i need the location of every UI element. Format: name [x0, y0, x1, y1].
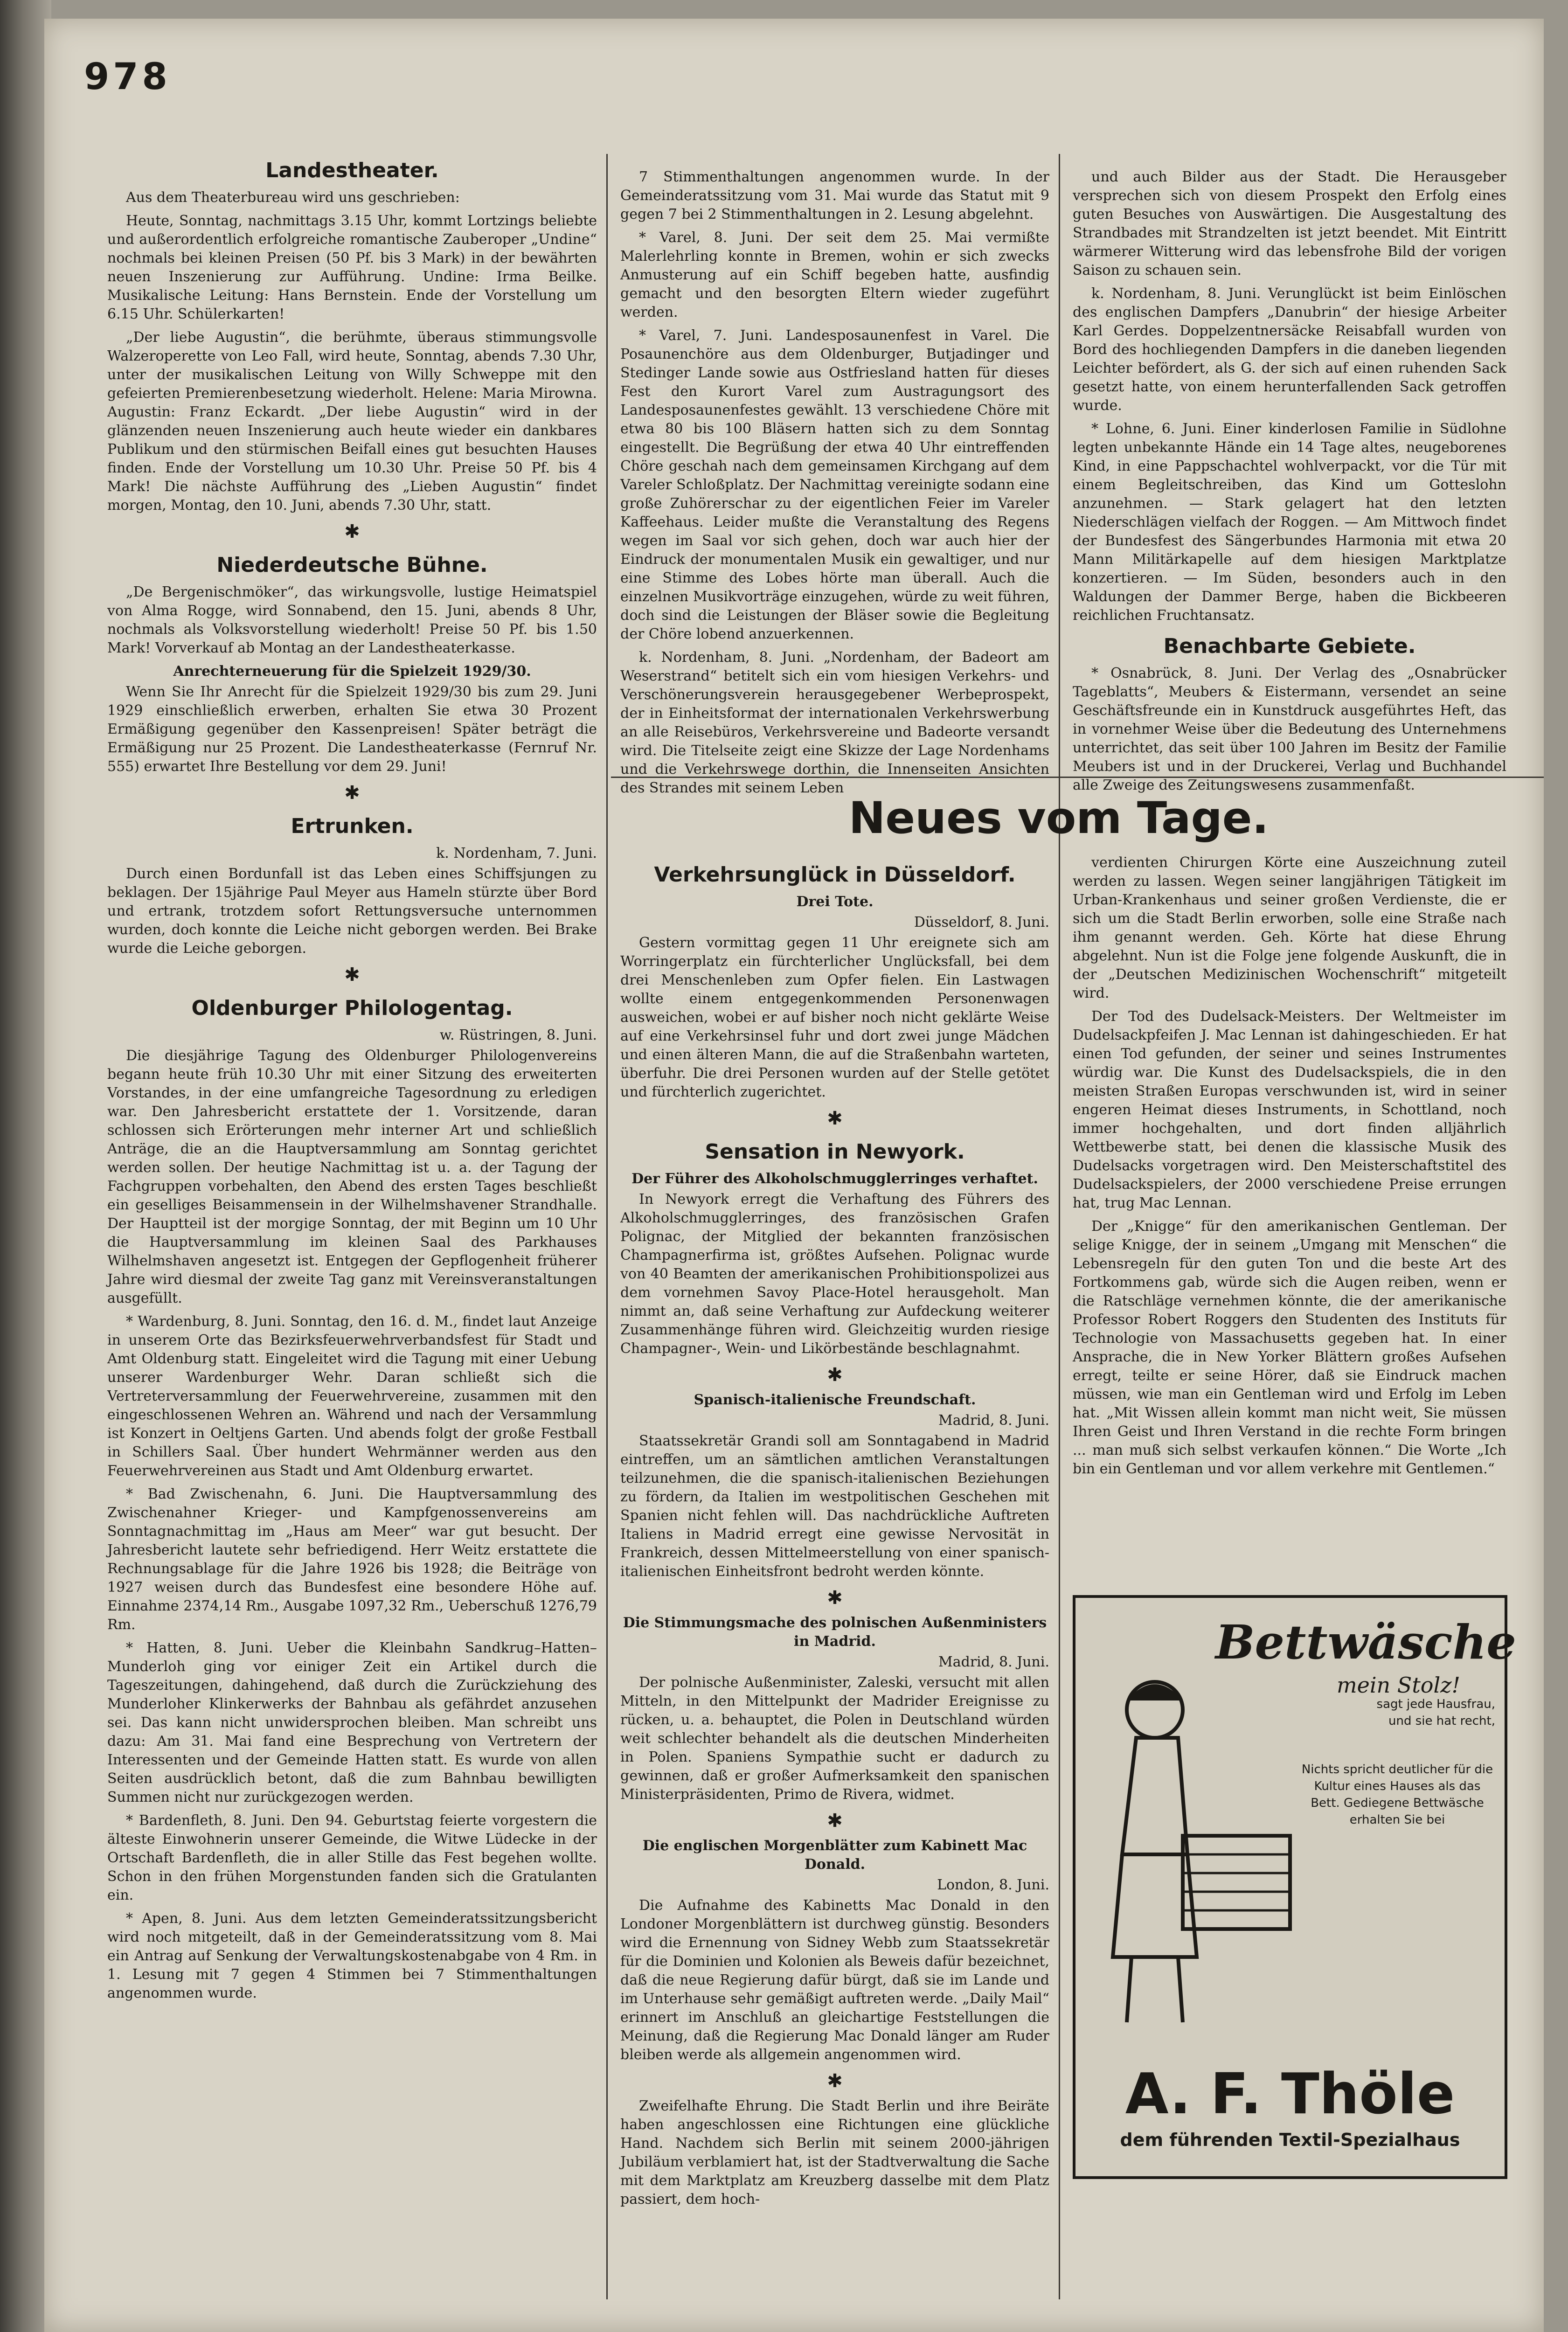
paragraph: k. Nordenham, 8. Juni. „Nordenham, der Badeort am Weserstrand“ betitelt sich ein vom hiesigen Verkehrs- und Verschönerungsverein herausgegebener Werbeprospekt, der in Einheitsformat der internationalen Verkehrswerbung an alle Reisebüros, Verkehrsvereine und Badeorte versandt wird. Die Titelseite zeigt eine Skizze der Lage Nordenhams und die Verkehrswege dorthin, die Innenseiten Ansichten des Strandes mit seinem Leben	[620, 649, 1049, 796]
paragraph: Wenn Sie Ihr Anrecht für die Spielzeit 1929/30 bis zum 29. Juni 1929 einschließlich erwerben, erhalten Sie etwa 30 Prozent Ermäßigung gegenüber den Kassenpreisen! Später beträgt die Ermäßigung nur 25 Prozent. Die Landestheaterkasse (Fernruf Nr. 555) erwartet Ihre Bestellung vor dem 29. Juni!	[107, 684, 597, 775]
paragraph: Staatssekretär Grandi soll am Sonntagabend in Madrid eintreffen, um an sämtlichen amtlichen Veranstaltungen teilzunehmen, die die spanisch-italienischen Beziehungen zu fördern, da Italien im westpolitischen Geschehen mit Spanien nicht fehlen will. Das nachdrückliche Auftreten Italiens in Madrid erregt eine gewisse Nervosität in Frankreich, dessen Mittelmeerstellung von einer spanisch-italienischen Einheitsfront bedroht werden könnte.	[620, 1433, 1049, 1580]
paragraph: Die Aufnahme des Kabinetts Mac Donald in den Londoner Morgenblättern ist durchweg günstig. Besonders wird die Ernennung von Sidney Webb zum Staatssekretär für die Dominien und Kolonien als Beweis dafür bezeichnet, daß die neue Regierung dafür bürgt, daß sie im Lande und im Unterhause sehr gemäßigt auftreten werde. „Daily Mail“ erinnert im Anschluß an gleichartige Feststellungen die Meinung, daß die Regierung Mac Donald länger am Ruder bleiben werde als allgemein angenommen wird.	[620, 1897, 1049, 2063]
paragraph: 7 Stimmenthaltungen angenommen wurde. In der Gemeinderatssitzung vom 31. Mai wurde das Statut mit 9 gegen 7 bei 2 Stimmenthaltungen in 2. Lesung abgelehnt.	[620, 169, 1049, 222]
paragraph: Die diesjährige Tagung des Oldenburger Philologenvereins begann heute früh 10.30 Uhr mit einer Sitzung des erweiterten Vorstandes, in der eine umfangreiche Tagesordnung zu erledigen war. Den Jahresbericht erstattete der 1. Vorsitzende, daran schlossen sich Erörterungen mehr interner Art und schließlich Anträge, die an die Hauptversammlung am Sonntag gerichtet werden sollen. Der heutige Nachmittag ist u. a. der Tagung der Fachgruppen vorbehalten, den Abend des ersten Tages beschließt ein geselliges Beisammensein in der Wilhelmshavener Strandhalle. Der Hauptteil ist der morgige Sonntag, der mit Beginn um 10 Uhr die Hauptversammlung im kleinen Saal des Parkhauses Wilhelmshaven angesetzt ist. Entgegen der Gepflogenheit früherer Jahre wird diesmal der zweite Tag ganz mit Vereinsveranstaltungen ausgefüllt.	[107, 1048, 597, 1306]
headline: Niederdeutsche Bühne.	[216, 553, 488, 577]
headline: Oldenburger Philologentag.	[191, 996, 513, 1020]
star-divider: ✱	[827, 2070, 843, 2092]
headline: Verkehrsunglück in Düsseldorf.	[654, 863, 1016, 887]
column-3-lower	[1073, 854, 1506, 1581]
star-divider: ✱	[827, 1587, 843, 1609]
dateline: Madrid, 8. Juni.	[938, 1412, 1049, 1429]
paragraph: „De Bergenischmöker“, das wirkungsvolle, lustige Heimatspiel von Alma Rogge, wird Sonnabend, den 15. Juni, abends 8 Uhr, nochmals als Volksvorstellung wiederholt! Preise 50 Pf. bis 1.50 Mark! Vorverkauf ab Montag an der Landestheaterkasse.	[107, 584, 597, 656]
subheading: Die englischen Morgenblätter zum Kabinett Mac Donald.	[642, 1838, 1027, 1873]
book-binding	[0, 0, 51, 2332]
section-headline: Neues vom Tage.	[848, 793, 1269, 844]
ad-tagline-right: sagt jede Hausfrau, und sie hat recht,	[1376, 1697, 1495, 1728]
paragraph: * Wardenburg, 8. Juni. Sonntag, den 16. d. M., findet laut Anzeige in unserem Orte das Bezirksfeuerwehrverbandsfest für Stadt und Amt Oldenburg statt. Eingeleitet wird die Tagung mit einer Uebung unserer Wardenburger Wehr. Daran schließt sich die Vertreterversammlung der Feuerwehrvereine, zusammen mit den eingeschlossenen Wehren an. Während und nach der Versammlung ist Konzert in Oeltjens Garten. Und abends folgt der große Festball in Schillers Saal. Über hundert Wehrmänner werden aus den Feuerwehrvereinen aus Stadt und Amt Oldenburg erwartet.	[107, 1313, 597, 1479]
headline: Sensation in Newyork.	[705, 1140, 965, 1164]
paragraph: Aus dem Theaterbureau wird uns geschrieben:	[126, 189, 460, 206]
paragraph: Der „Knigge“ für den amerikanischen Gentleman. Der selige Knigge, der in seinem „Umgang mit Menschen“ die Lebensregeln für den guten Ton und die beste Art des Fortkommens gab, würde sich die Augen reiben, wenn er die Ratschläge vernehmen könnte, die der amerikanische Professor Robert Roggers den Studenten des Instituts für Technologie von Massachusetts gegeben hat. In einer Ansprache, die in New Yorker Blättern großes Aufsehen erregt, teilte er seine Hörer, daß sie Eindruck machen müssen, wie man ein Gentleman wird und Erfolg im Leben hat. „Mit Wissen allein kommt man nicht weit, Sie müssen Ihren Geist und Ihren Verstand in die rechte Form bringen ... man muß sich selbst verkaufen können.“ Die Worte „Ich bin ein Gentleman und vor allem verkehre mit Gentlemen.“	[1073, 1218, 1506, 1477]
news-header	[620, 784, 1497, 849]
dateline: w. Rüstringen, 8. Juni.	[439, 1027, 597, 1043]
paragraph: Heute, Sonntag, nachmittags 3.15 Uhr, kommt Lortzings beliebte und außerordentlich erfolgreiche romantische Zauberoper „Undine“ nochmals bei kleinen Preisen (50 Pf. bis 3 Mark) in der bewährten neuen Inszenierung zur Aufführung. Undine: Irma Beilke. Musikalische Leitung: Hans Bernstein. Ende der Vorstellung um 6.15 Uhr. Schülerkarten!	[107, 213, 597, 322]
paragraph: * Osnabrück, 8. Juni. Der Verlag des „Osnabrücker Tageblatts“, Meubers & Eistermann, versendet an seine Geschäftsfreunde ein in Kunstdruck ausgeführtes Heft, das in vornehmer Weise über die Bedeutung des Unternehmens unterrichtet, das seit über 100 Jahren im Besitz der Familie Meubers ist und in der Druckerei, Verlag und Buchhandel alle Zweige des Zeitungswesens zusammenfaßt.	[1073, 665, 1506, 793]
subheading: Spanisch-italienische Freundschaft.	[694, 1392, 976, 1408]
paragraph: k. Nordenham, 8. Juni. Verunglückt ist beim Einlöschen des englischen Dampfers „Danubrin“ der hiesige Arbeiter Karl Gerdes. Doppelzentnersäcke Reisabfall wurden von Bord des hochliegenden Dampfers in die daneben liegenden Leichter befördert, als G. der sich auf einen ruhenden Sack gesetzt hatte, von einem herunterfallenden Sack getroffen wurde.	[1073, 285, 1506, 414]
paragraph: * Apen, 8. Juni. Aus dem letzten Gemeinderatssitzungsbericht wird noch mitgeteilt, daß in der Gemeinderatssitzung vom 8. Mai ein Antrag auf Senkung der Verwaltungskostenabgabe von 4 Rm. in 1. Lesung mit 7 gegen 4 Stimmen bei 7 Stimmenthaltungen angenommen wurde.	[107, 1910, 597, 2001]
headline: Benachbarte Gebiete.	[1163, 634, 1416, 658]
subheading: Drei Tote.	[796, 894, 874, 910]
paragraph: und auch Bilder aus der Stadt. Die Herausgeber versprechen sich von diesem Prospekt den Erfolg eines guten Besuches von Auswärtigen. Die Ausgestaltung des Strandbades mit Strandzelten ist jetzt beendet. Mit Eintritt wärmerer Witterung wird das lebensfrohe Bild der vorigen Saison zu schauen sein.	[1073, 169, 1506, 278]
column-2-lower	[620, 854, 1049, 2299]
headline: Landestheater.	[265, 159, 439, 182]
star-divider: ✱	[827, 1810, 843, 1832]
column-3-upper	[1073, 168, 1506, 793]
paragraph: Der Tod des Dudelsack-Meisters. Der Weltmeister im Dudelsackpfeifen J. Mac Lennan ist dahingeschieden. Er hat einen Tod gefunden, der seiner und seines Instrumentes würdig war. Die Kunst des Dudelsackspiels, die in den meisten Straßen Europas verschwunden ist, wird in seiner engeren Heimat dieses Instruments, in Schottland, noch immer hochgehalten, und dort finden alljährlich Wettbewerbe statt, bei denen die klassische Musik des Dudelsacks vorgetragen wird. Den Meisterschaftstitel des Dudelsackspielers, der 2000 verschiedene Preise errungen hat, trug Mac Lennan.	[1073, 1008, 1506, 1211]
dateline: Düsseldorf, 8. Juni.	[914, 914, 1049, 930]
ad-script-headline: Bettwäsche	[1215, 1615, 1516, 1670]
dateline: Madrid, 8. Juni.	[938, 1654, 1049, 1670]
paragraph: „Der liebe Augustin“, die berühmte, überaus stimmungsvolle Walzeroperette von Leo Fall, wird heute, Sonntag, abends 7.30 Uhr, unter der musikalischen Leitung von Willy Schweppe mit den gefeierten Premierenbesetzung wiederholt. Helene: Maria Mirowna. Augustin: Franz Eckardt. „Der liebe Augustin“ wird in der glänzenden neuen Inszenierung auch heute wieder ein dankbares Publikum und den stürmischen Beifall eines gut besuchten Hauses finden. Ende der Vorstellung um 10.30 Uhr. Preise 50 Pf. bis 4 Mark! Die nächste Aufführung des „Lieben Augustin“ findet morgen, Montag, den 10. Juni, abends 7.30 Uhr, statt.	[107, 329, 597, 514]
subheading: Der Führer des Alkoholschmugglerringes verhaftet.	[631, 1171, 1038, 1187]
page-number: 978	[84, 56, 171, 98]
paragraph: * Hatten, 8. Juni. Ueber die Kleinbahn Sandkrug–Hatten–Munderloh ging vor einiger Zeit ein Artikel durch die Tageszeitungen, dahingehend, daß durch die Zurückziehung des Munderloher Klinkerwerks der Bahnbau als gefährdet anzusehen sei. Das kann nicht unwidersprochen bleiben. Man schreibt uns dazu: Am 31. Mai fand eine Besprechung von Vertretern der Interessenten und der Gemeinde Hatten statt. Es wurde von allen Seiten ausdrücklich betont, daß die zum Bahnbau bewilligten Summen nicht nur zurückgezogen werden.	[107, 1640, 597, 1805]
paragraph: * Bardenfleth, 8. Juni. Den 94. Geburtstag feierte vorgestern die älteste Einwohnerin unserer Gemeinde, die Witwe Lüdecke in der Ortschaft Bardenfleth, die in aller Stille das Fest begehen wollte. Schon in den frühen Morgenstunden fanden sich die Gratulanten ein.	[107, 1812, 597, 1903]
column-1	[107, 149, 597, 2304]
star-divider: ✱	[827, 1364, 843, 1386]
ad-company-tagline: dem führenden Textil-Spezialhaus	[1120, 2130, 1460, 2150]
housewife-illustration	[1094, 1659, 1299, 2041]
paragraph: * Varel, 7. Juni. Landesposaunenfest in Varel. Die Posaunenchöre aus dem Oldenburger, Butjadinger und Stedinger Lande sowie aus Ostfriesland hatten für dieses Fest den Kurort Varel zum Austragungsort des Landesposaunenfestes gewählt. 13 verschiedene Chöre mit etwa 80 bis 100 Bläsern hatten sich zu dem Sonntag eingestellt. Die Begrüßung der etwa 40 Uhr eintreffenden Chöre geschah nach dem gemeinsamen Kirchgang auf dem Vareler Schloßplatz. Der Nachmittag vereinigte sodann eine große Zuhörerschar zu der eigentlichen Feier im Vareler Kaffeehaus. Leider mußte die Veranstaltung des Regens wegen im Saal vor sich gehen, doch war auch hier der Eindruck der monumentalen Musik ein gewaltiger, und nur eine Stimme des Lobes hörte man überall. Auch die einzelnen Musikvorträge einzugehen, würde zu weit führen, doch sind die Leistungen der Bläser sowie die Begleitung der Chöre lobend anzuerkennen.	[620, 327, 1049, 642]
column-rule	[606, 154, 608, 2299]
column-2-upper	[620, 168, 1049, 796]
subheading: Anrechterneuerung für die Spielzeit 1929/30.	[173, 663, 531, 680]
paragraph: Der polnische Außenminister, Zaleski, versucht mit allen Mitteln, in den Mittelpunkt der Madrider Ereignisse zu rücken, u. a. behauptet, die Polen in Deutschland würden weit schlechter behandelt als die deutschen Minderheiten in Polen. Spaniens Sympathie sucht er dadurch zu gewinnen, daß er großer Aufmerksamkeit den spanischen Ministerpräsidenten, Primo de Rivera, widmet.	[620, 1674, 1049, 1803]
paragraph: Gestern vormittag gegen 11 Uhr ereignete sich am Worringerplatz ein fürchterlicher Unglücksfall, bei dem drei Menschenleben zum Opfer fielen. Ein Lastwagen wollte einem entgegenkommenden Personenwagen ausweichen, wobei er auf bisher noch nicht geklärte Weise auf eine Verkehrsinsel fuhr und dort zwei junge Mädchen und einen älteren Mann, die auf die Straßenbahn warteten, überfuhr. Die drei Personen wurden auf der Stelle getötet und fürchterlich zugerichtet.	[620, 935, 1049, 1100]
paragraph: Zweifelhafte Ehrung. Die Stadt Berlin und ihre Beiräte haben angeschlossen eine Richtungen eine glückliche Hand. Nachdem sich Berlin mit seinem 2000-jährigen Jubiläum verblamiert hat, ist der Stadtverwaltung die Sache mit dem Marktplatz am Kreuzberg dasselbe mit dem Platz passiert, dem hoch-	[620, 2098, 1049, 2207]
dateline: k. Nordenham, 7. Juni.	[436, 845, 597, 861]
paragraph: * Varel, 8. Juni. Der seit dem 25. Mai vermißte Malerlehrling konnte in Bremen, wohin er sich zwecks Anmusterung auf ein Schiff begeben hatte, ausfindig gemacht und den besorgten Eltern wieder zugeführt werden.	[620, 229, 1049, 320]
star-divider: ✱	[344, 964, 360, 986]
paragraph: verdienten Chirurgen Körte eine Auszeichnung zuteil werden zu lassen. Wegen seiner langjährigen Tätigkeit im Urban-Krankenhaus und seiner großen Verdienste, die er sich um die Stadt Berlin erworben, solle eine Straße nach ihm genannt werden. Geh. Körte hat diese Ehrung abgelehnt. Nun ist die Folge jene folgende Auskunft, die in der „Deutschen Medizinischen Wochenschrift“ mitgeteilt wird.	[1073, 854, 1506, 1001]
headline: Ertrunken.	[291, 814, 414, 838]
advertisement	[1073, 1595, 1516, 2179]
ad-script-subline: mein Stolz!	[1337, 1673, 1460, 1698]
star-divider: ✱	[344, 521, 360, 542]
ad-body-text: Nichts spricht deutlicher für die Kultur eines Hauses als das Bett. Gediegene Bettwäsche erhalten Sie bei	[1301, 1763, 1493, 1827]
ad-company-name: A. F. Thöle	[1125, 2062, 1455, 2127]
paragraph: Durch einen Bordunfall ist das Leben eines Schiffsjungen zu beklagen. Der 15jährige Paul Meyer aus Hameln stürzte über Bord und ertrank, trotzdem sofort Rettungsversuche unternommen wurden, doch konnte die Leiche nicht geborgen werden. Bei Brake wurde die Leiche geborgen.	[107, 866, 597, 957]
paragraph: * Lohne, 6. Juni. Einer kinderlosen Familie in Südlohne legten unbekannte Hände ein 14 Tage altes, neugeborenes Kind, in eine Pappschachtel wohlverpackt, vor die Tür mit einem Begleitschreiben, das Kind um Gotteslohn anzunehmen. — Stark gelagert hat den letzten Niederschlägen vielfach der Roggen. — Am Mittwoch findet der Bundesfest des Sängerbundes Harmonia mit etwa 20 Mann Militärkapelle auf dem hiesigen Marktplatze konzertieren. — Im Süden, besonders auch in den Waldungen der Dammer Berge, haben die Bickbeeren reichlichen Fruchtansatz.	[1073, 421, 1506, 624]
subheading: Die Stimmungsmache des polnischen Außenministers in Madrid.	[623, 1615, 1047, 1650]
star-divider: ✱	[827, 1108, 843, 1129]
paragraph: * Bad Zwischenahn, 6. Juni. Die Hauptversammlung des Zwischenahner Krieger- und Kampfgenossenvereins am Sonntagnachmittag im „Haus am Meer“ war gut besucht. Der Jahresbericht lautete sehr befriedigend. Herr Weitz erstattete die Rechnungsablage für die Jahre 1926 bis 1928; die Beiträge von 1927 weisen durch das Bundesfest eine besondere Höhe auf. Einnahme 2374,14 Rm., Ausgabe 1097,32 Rm., Ueberschuß 1276,79 Rm.	[107, 1486, 597, 1633]
star-divider: ✱	[344, 782, 360, 804]
paragraph: In Newyork erregt die Verhaftung des Führers des Alkoholschmugglerringes, des französischen Grafen Polignac, der Mitglied der bekannten französischen Champagnerfirma ist, größtes Aufsehen. Polignac wurde von 40 Beamten der amerikanischen Prohibitionspolizei aus dem vornehmen Savoy Place-Hotel herausgeholt. Man nimmt an, daß seine Verhaftung zur Aufdeckung weiterer Zusammenhänge führen wird. Gleichzeitig wurden riesige Champagner-, Wein- und Likörbestände beschlagnahmt.	[620, 1191, 1049, 1357]
dateline: London, 8. Juni.	[937, 1877, 1049, 1893]
column-rule	[1059, 154, 1060, 2299]
